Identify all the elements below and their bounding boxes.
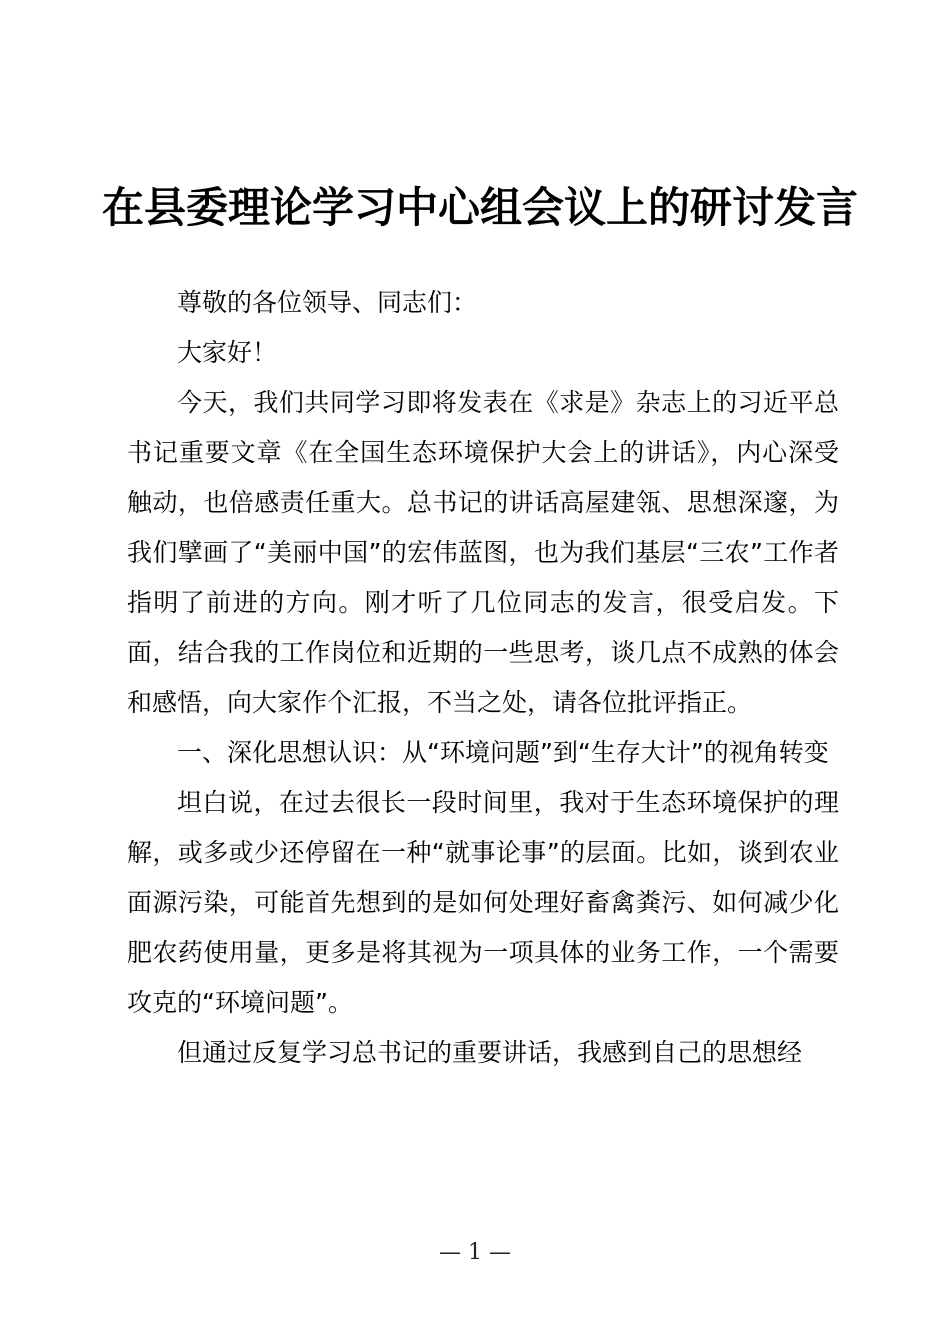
intro-paragraph: 今天，我们共同学习即将发表在《求是》杂志上的习近平总书记重要文章《在全国生态环境保护大会上的讲话》，内心深受触动，也倍感责任重大。总书记的讲话高屋建瓴、思想深邃，为我们擘画了“美丽中国”的宏伟蓝图，也为我们基层“三农”工作者指明了前进的方向。刚才听了几位同志的发言，很受启发。下面，结合我的工作岗位和近期的一些思考，谈几点不成熟的体会和感悟，向大家作个汇报，不当之处，请各位批评指正。 (127, 388, 839, 717)
salutation-paragraph: 尊敬的各位领导、同志们： (177, 288, 478, 317)
section-heading: 一、深化思想认识：从“环境问题”到“生存大计”的视角转变 (177, 738, 829, 767)
page-number: — 1 — (439, 1240, 511, 1265)
body-paragraph: 坦白说，在过去很长一段时间里，我对于生态环境保护的理解，或多或少还停留在一种“就事论事”的层面。比如，谈到农业面源污染，可能首先想到的是如何处理好畜禽粪污、如何减少化肥农药使用量，更多是将其视为一项具体的业务工作，一个需要攻克的“环境问题”。 (127, 788, 839, 1017)
body-paragraph: 但通过反复学习总书记的重要讲话，我感到自己的思想经 (177, 1038, 803, 1067)
document-body (127, 278, 839, 1078)
greeting-paragraph: 大家好！ (177, 338, 278, 367)
document-title: 在县委理论学习中心组会议上的研讨发言 (101, 183, 858, 232)
